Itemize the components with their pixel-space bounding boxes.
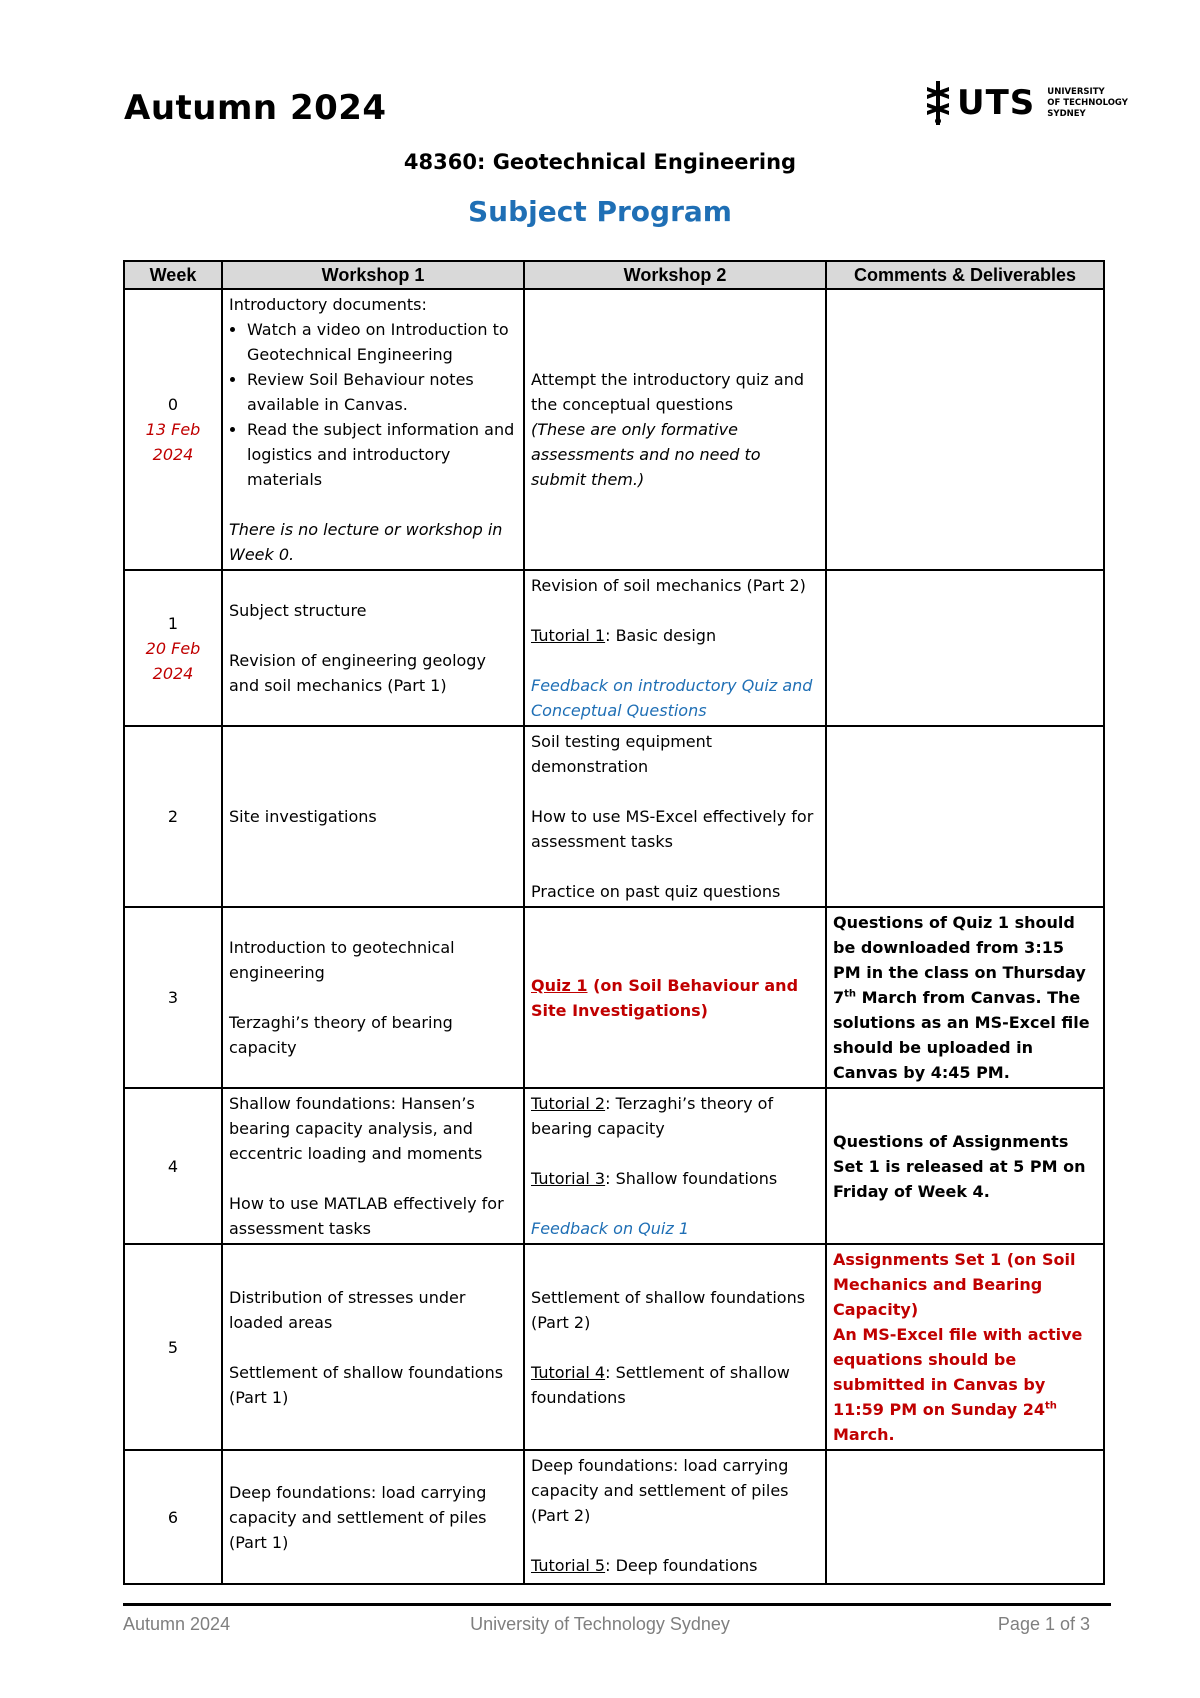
table-row: [124, 1450, 1104, 1584]
comments-cell: [826, 289, 1104, 570]
workshop-1-cell: Subject structure Revision of engineering geology and soil mechanics (Part 1): [222, 570, 524, 726]
workshop-2-cell: Tutorial 2: Terzaghi’s theory of bearing capacity Tutorial 3: Shallow foundations Feedback on Quiz 1: [524, 1088, 826, 1244]
uts-logo: [925, 80, 1128, 126]
week-cell: 2: [124, 726, 222, 907]
table-row: [124, 289, 1104, 570]
comments-cell: [826, 726, 1104, 907]
week-date: 20 Feb 2024: [145, 638, 201, 683]
comments-cell: [826, 570, 1104, 726]
workshop-1-cell: Introductory documents: • Watch a video on Introduction to Geotechnical Engineering • Review Soil Behaviour notes available in Canvas. • Read the subject information and logistics and introductory materials There is no lecture or workshop in Week 0.: [222, 289, 524, 570]
week-cell: 6: [124, 1450, 222, 1584]
week-cell: 4: [124, 1088, 222, 1244]
workshop-1-cell: Deep foundations: load carrying capacity and settlement of piles (Part 1): [222, 1450, 524, 1584]
comments-cell: Assignments Set 1 (on Soil Mechanics and Bearing Capacity) An MS-Excel file with active equations should be submitted in Canvas by 11:59 PM on Sunday 24th March.: [826, 1244, 1104, 1450]
subject-code-title: 48360: Geotechnical Engineering: [403, 150, 797, 174]
table-row: [124, 1244, 1104, 1450]
term-heading: Autumn 2024: [124, 88, 387, 128]
footer-divider: [123, 1603, 1111, 1606]
comments-cell: Questions of Assignments Set 1 is released at 5 PM on Friday of Week 4.: [826, 1088, 1104, 1244]
table-row: [124, 907, 1104, 1088]
program-title: Subject Program: [468, 195, 732, 228]
list-item: • Review Soil Behaviour notes available in Canvas.: [247, 367, 517, 417]
week-cell: 0 13 Feb 2024: [124, 289, 222, 570]
week-cell: 5: [124, 1244, 222, 1450]
workshop-1-cell: Site investigations: [222, 726, 524, 907]
uts-crest-icon: [925, 81, 951, 125]
table-row: [124, 570, 1104, 726]
week-date: 13 Feb 2024: [145, 420, 201, 464]
workshop-2-cell: Settlement of shallow foundations (Part 2) Tutorial 4: Settlement of shallow foundations: [524, 1244, 826, 1450]
comments-cell: [826, 1450, 1104, 1584]
workshop-2-cell: Attempt the introductory quiz and the conceptual questions (These are only formative assessments and no need to submit them.): [524, 289, 826, 570]
workshop-2-cell: Soil testing equipment demonstration How to use MS-Excel effectively for assessment tasks Practice on past quiz questions: [524, 726, 826, 907]
col-week: Week: [124, 261, 222, 289]
workshop-2-cell: Quiz 1 (on Soil Behaviour and Site Investigations): [524, 907, 826, 1088]
col-comments: Comments & Deliverables: [826, 261, 1104, 289]
table-row: [124, 726, 1104, 907]
workshop-2-cell: Deep foundations: load carrying capacity and settlement of piles (Part 2) Tutorial 5: Deep foundations: [524, 1450, 826, 1584]
col-workshop-2: Workshop 2: [524, 261, 826, 289]
comments-cell: Questions of Quiz 1 should be downloaded from 3:15 PM in the class on Thursday 7th March from Canvas. The solutions as an MS-Excel file should be uploaded in Canvas by 4:45 PM.: [826, 907, 1104, 1088]
week-cell: 1 20 Feb 2024: [124, 570, 222, 726]
table-row: [124, 1088, 1104, 1244]
col-workshop-1: Workshop 1: [222, 261, 524, 289]
logo-name: UTS: [957, 83, 1036, 123]
footer-term: Autumn 2024: [123, 1614, 231, 1634]
workshop-2-cell: Revision of soil mechanics (Part 2) Tutorial 1: Basic design Feedback on introductory Quiz and Conceptual Questions: [524, 570, 826, 726]
workshop-1-cell: Distribution of stresses under loaded areas Settlement of shallow foundations (Part 1): [222, 1244, 524, 1450]
workshop-1-cell: Shallow foundations: Hansen’s bearing capacity analysis, and eccentric loading and moments How to use MATLAB effectively for assessment tasks: [222, 1088, 524, 1244]
footer-page-number: Page 1 of 3: [997, 1614, 1090, 1634]
footer-university: University of Technology Sydney: [470, 1614, 730, 1634]
bullet-list: [229, 317, 517, 492]
subject-program-table: [123, 260, 1105, 1585]
list-item: • Watch a video on Introduction to Geotechnical Engineering: [247, 317, 517, 367]
week-cell: 3: [124, 907, 222, 1088]
list-item: • Read the subject information and logistics and introductory materials: [247, 417, 517, 492]
workshop-1-cell: Introduction to geotechnical engineering Terzaghi’s theory of bearing capacity: [222, 907, 524, 1088]
table-header-row: [124, 261, 1104, 289]
logo-university-text: UNIVERSITY OF TECHNOLOGY SYDNEY: [1047, 86, 1128, 119]
